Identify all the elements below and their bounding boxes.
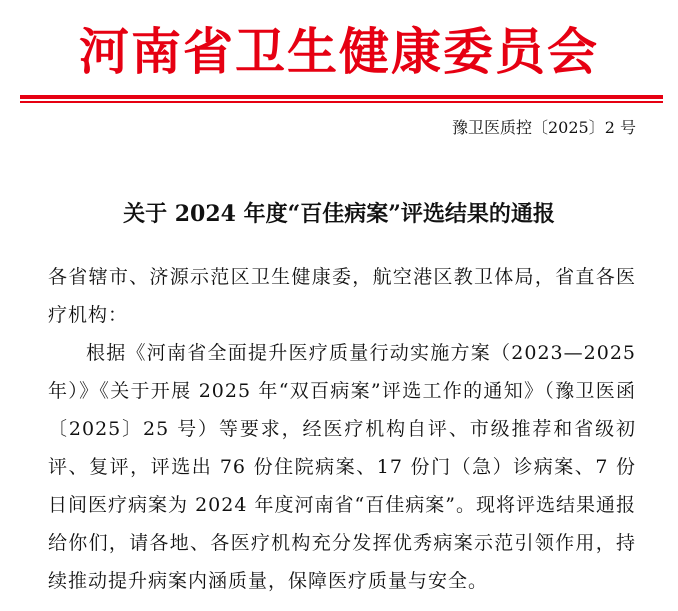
body-paragraph: 根据《河南省全面提升医疗质量行动实施方案（2023—2025年）》《关于开展 2025 年“双百病案”评选工作的通知》（豫卫医函〔2025〕25 号）等要求，经医疗机构自评、市级推荐和省级初评、复评，评选出 76 份住院病案、17 份门（急）诊病案、7 份日间医疗病案为 2024 年度河南省“百佳病案”。现将评选结果通报给你们，请各地、各医疗机构充分发挥优秀病案示范引领作用，持续推动提升病案内涵质量，保障医疗质量与安全。	[48, 342, 636, 592]
salutation: 各省辖市、济源示范区卫生健康委，航空港区教卫体局，省直各医疗机构：	[48, 266, 636, 326]
masthead-red-rule-thick	[20, 95, 663, 99]
issuing-authority-masthead: 河南省卫生健康委员会	[79, 22, 599, 81]
document-number: 豫卫医质控〔2025〕2 号	[452, 118, 636, 137]
document-title: 关于 2024 年度“百佳病案”评选结果的通报	[123, 201, 555, 227]
document-body	[48, 258, 636, 600]
masthead-red-rule-thin	[20, 101, 663, 103]
